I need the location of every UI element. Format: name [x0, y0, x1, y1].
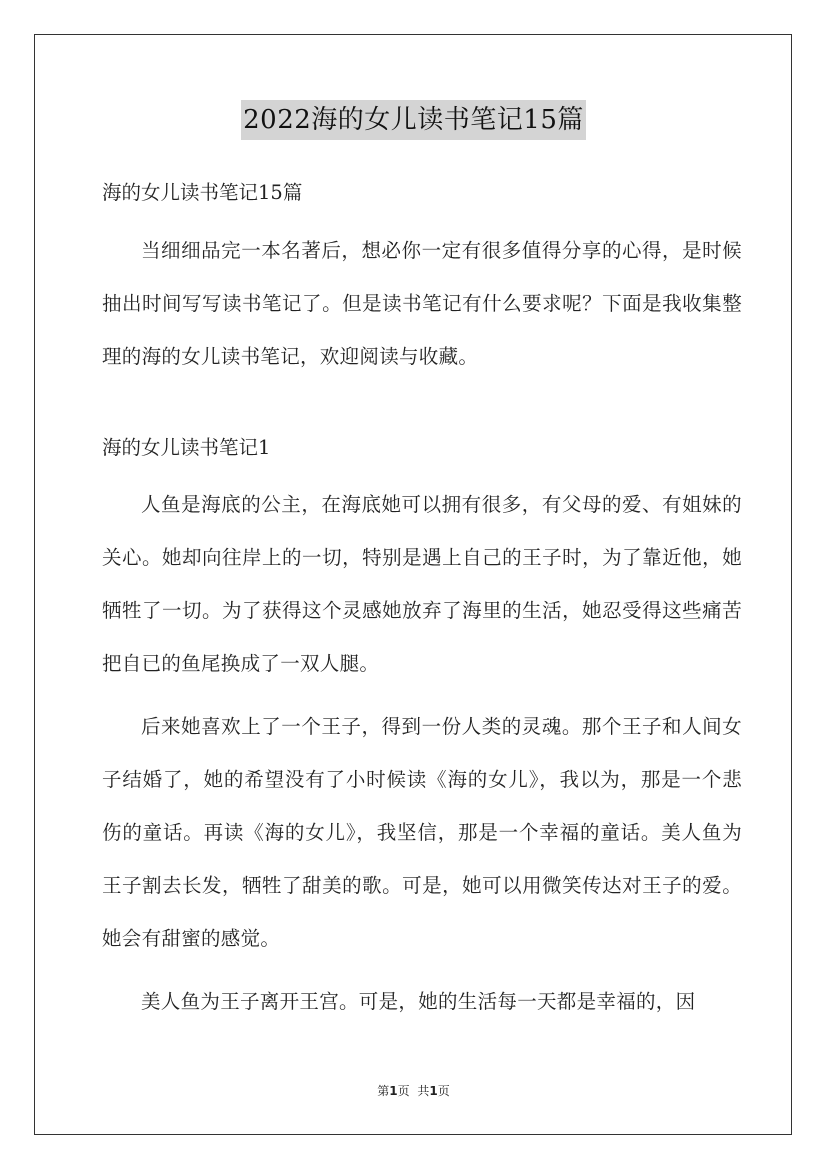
- footer-total-prefix: 共: [417, 1084, 430, 1098]
- footer-total-pages: 1: [429, 1084, 438, 1098]
- document-body: [102, 171, 742, 1028]
- document-title: 2022海的女儿读书笔记15篇: [241, 100, 586, 140]
- body-paragraph: 人鱼是海底的公主，在海底她可以拥有很多，有父母的爱、有姐妹的关心。她却向往岸上的一切，特别是遇上自己的王子时，为了靠近他，她牺牲了一切。为了获得这个灵感她放弃了海里的生活，她忍受得这些痛苦把自已的鱼尾换成了一双人腿。: [102, 493, 742, 675]
- page-footer: [0, 1082, 827, 1099]
- footer-total-unit: 页: [437, 1084, 450, 1098]
- footer-page-unit: 页: [397, 1084, 410, 1098]
- title-container: [0, 100, 827, 140]
- body-paragraph: 美人鱼为王子离开王宫。可是，她的生活每一天都是幸福的，因: [141, 990, 696, 1013]
- intro-paragraph: 当细细品完一本名著后，想必你一定有很多值得分享的心得，是时候抽出时间写写读书笔记了。但是读书笔记有什么要求呢？下面是我收集整理的海的女儿读书笔记，欢迎阅读与收藏。: [102, 239, 742, 368]
- footer-page-prefix: 第: [377, 1084, 390, 1098]
- section-heading: 海的女儿读书笔记1: [102, 436, 271, 459]
- footer-page-number: 1: [389, 1084, 398, 1098]
- document-subtitle: 海的女儿读书笔记15篇: [102, 181, 303, 204]
- body-paragraph: 后来她喜欢上了一个王子，得到一份人类的灵魂。那个王子和人间女子结婚了，她的希望没有了小时候读《海的女儿》，我以为，那是一个悲伤的童话。再读《海的女儿》，我坚信，那是一个幸福的童话。美人鱼为王子割去长发，牺牲了甜美的歌。可是，她可以用微笑传达对王子的爱。她会有甜蜜的感觉。: [102, 715, 742, 950]
